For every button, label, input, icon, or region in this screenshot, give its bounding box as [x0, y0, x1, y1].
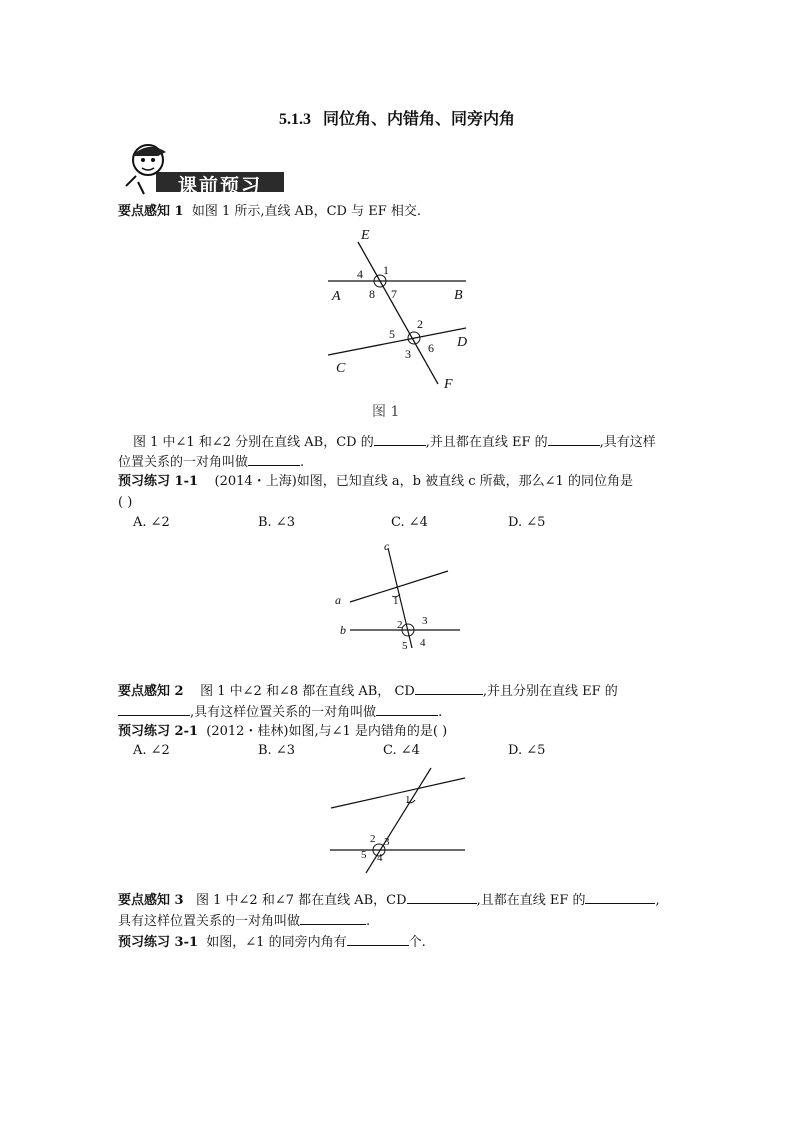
label-c: c — [384, 540, 390, 553]
angle-5: 5 — [402, 640, 408, 652]
key-point-3-text-e: . — [366, 914, 371, 929]
key-point-3-label: 要点感知 3 — [118, 893, 184, 908]
section-banner-label: 课前预习 — [178, 175, 263, 197]
angle-6: 6 — [428, 341, 434, 355]
choice-c[interactable]: C. ∠4 — [383, 743, 420, 758]
fill-in-1-text-b: ,并且都在直线 EF 的 — [425, 435, 548, 450]
key-point-2-text-a: 图 1 中∠2 和∠8 都在直线 AB， CD — [200, 684, 415, 699]
choice-b[interactable]: B. ∠3 — [258, 743, 295, 758]
exercise-3-1-text-a: 如图，∠1 的同旁内角有 — [206, 935, 347, 950]
title-text: 同位角、内错角、同旁内角 — [322, 109, 515, 128]
label-E: E — [361, 228, 370, 243]
figure-1 — [320, 222, 480, 400]
answer-blank[interactable] — [415, 680, 483, 695]
exercise-2-1-label: 预习练习 2-1 — [118, 724, 199, 739]
answer-blank[interactable] — [248, 451, 300, 466]
angle-8: 8 — [369, 287, 375, 301]
angle-3: 3 — [422, 615, 428, 627]
choice-d[interactable]: D. ∠5 — [508, 515, 546, 530]
angle-3: 3 — [405, 347, 411, 361]
answer-blank[interactable] — [407, 889, 477, 904]
key-point-2-line2 — [118, 701, 442, 723]
key-point-1-label: 要点感知 1 — [118, 204, 184, 219]
answer-blank[interactable] — [548, 431, 600, 446]
exercise-3-1-text-b: 个. — [408, 935, 426, 950]
answer-blank[interactable] — [300, 910, 366, 925]
figure-2 — [330, 540, 470, 652]
section-number: 5.1.3 — [278, 111, 311, 128]
fill-in-1-line2 — [118, 451, 304, 473]
answer-blank[interactable] — [376, 701, 438, 716]
label-b: b — [340, 623, 346, 637]
choice-c[interactable]: C. ∠4 — [391, 515, 428, 530]
label-F: F — [444, 377, 453, 392]
angle-1: 1 — [393, 595, 399, 607]
key-point-3-line1 — [118, 889, 660, 911]
exercise-2-1-text: (2012・桂林)如图,与∠1 是内错角的是( ) — [206, 724, 448, 739]
answer-blank[interactable] — [374, 431, 426, 446]
exercise-1-1-label: 预习练习 1-1 — [118, 474, 199, 489]
fill-in-1-text-d: 位置关系的一对角叫做 — [118, 455, 249, 470]
angle-1: 1 — [383, 263, 389, 277]
angle-4: 4 — [377, 852, 383, 864]
angle-2: 2 — [370, 833, 376, 845]
choice-a[interactable]: A. ∠2 — [133, 743, 170, 758]
section-banner — [118, 138, 288, 198]
angle-7: 7 — [391, 287, 397, 301]
angle-2: 2 — [417, 317, 423, 331]
exercise-1-1-paren: ( ) — [118, 495, 133, 510]
angle-3: 3 — [384, 836, 390, 848]
choice-a[interactable]: A. ∠2 — [133, 515, 170, 530]
label-C: C — [336, 361, 346, 376]
answer-blank[interactable] — [585, 889, 655, 904]
page-title — [0, 106, 794, 129]
fill-in-1-text-e: . — [300, 455, 305, 470]
figure-3 — [325, 765, 470, 877]
exercise-3-1-label: 预习练习 3-1 — [118, 935, 199, 950]
key-point-2-text-c: ,具有这样位置关系的一对角叫做 — [190, 705, 377, 720]
fill-in-1-text-c: ,具有这样 — [599, 435, 656, 450]
key-point-2-text-d: . — [438, 705, 443, 720]
angle-1: 1 — [405, 794, 411, 806]
key-point-3-text-b: ,且都在直线 EF 的 — [476, 893, 586, 908]
exercise-2-1 — [118, 722, 447, 742]
key-point-2-line1 — [118, 680, 618, 702]
fill-in-1-line1 — [133, 431, 656, 453]
angle-5: 5 — [389, 327, 395, 341]
exercise-1-1-text: (2014・上海)如图，已知直线 a，b 被直线 c 所截，那么∠1 的同位角是 — [214, 474, 633, 489]
choice-b[interactable]: B. ∠3 — [258, 515, 295, 530]
angle-5: 5 — [361, 849, 367, 861]
figure-1-caption: 图 1 — [372, 404, 400, 420]
key-point-3-line2 — [118, 910, 370, 932]
angle-4: 4 — [357, 267, 363, 281]
label-a: a — [335, 593, 341, 607]
key-point-3-text-d: 具有这样位置关系的一对角叫做 — [118, 914, 301, 929]
key-point-2-text-b: ,并且分别在直线 EF 的 — [482, 684, 618, 699]
label-D: D — [457, 335, 468, 350]
key-point-1 — [118, 202, 421, 222]
answer-blank[interactable] — [118, 701, 190, 716]
answer-blank[interactable] — [347, 931, 409, 946]
exercise-3-1 — [118, 931, 426, 953]
key-point-3-text-a: 图 1 中∠2 和∠7 都在直线 AB，CD — [195, 893, 407, 908]
exercise-1-1 — [118, 472, 633, 492]
fill-in-1-text-a: 图 1 中∠1 和∠2 分别在直线 AB，CD 的 — [133, 435, 374, 450]
label-B: B — [454, 288, 463, 303]
angle-4: 4 — [420, 637, 426, 649]
label-A: A — [332, 289, 341, 304]
choice-d[interactable]: D. ∠5 — [508, 743, 546, 758]
key-point-3-text-c: , — [655, 893, 660, 908]
angle-2: 2 — [397, 619, 403, 631]
key-point-1-text: 如图 1 所示,直线 AB，CD 与 EF 相交. — [191, 204, 421, 219]
key-point-2-label: 要点感知 2 — [118, 684, 184, 699]
